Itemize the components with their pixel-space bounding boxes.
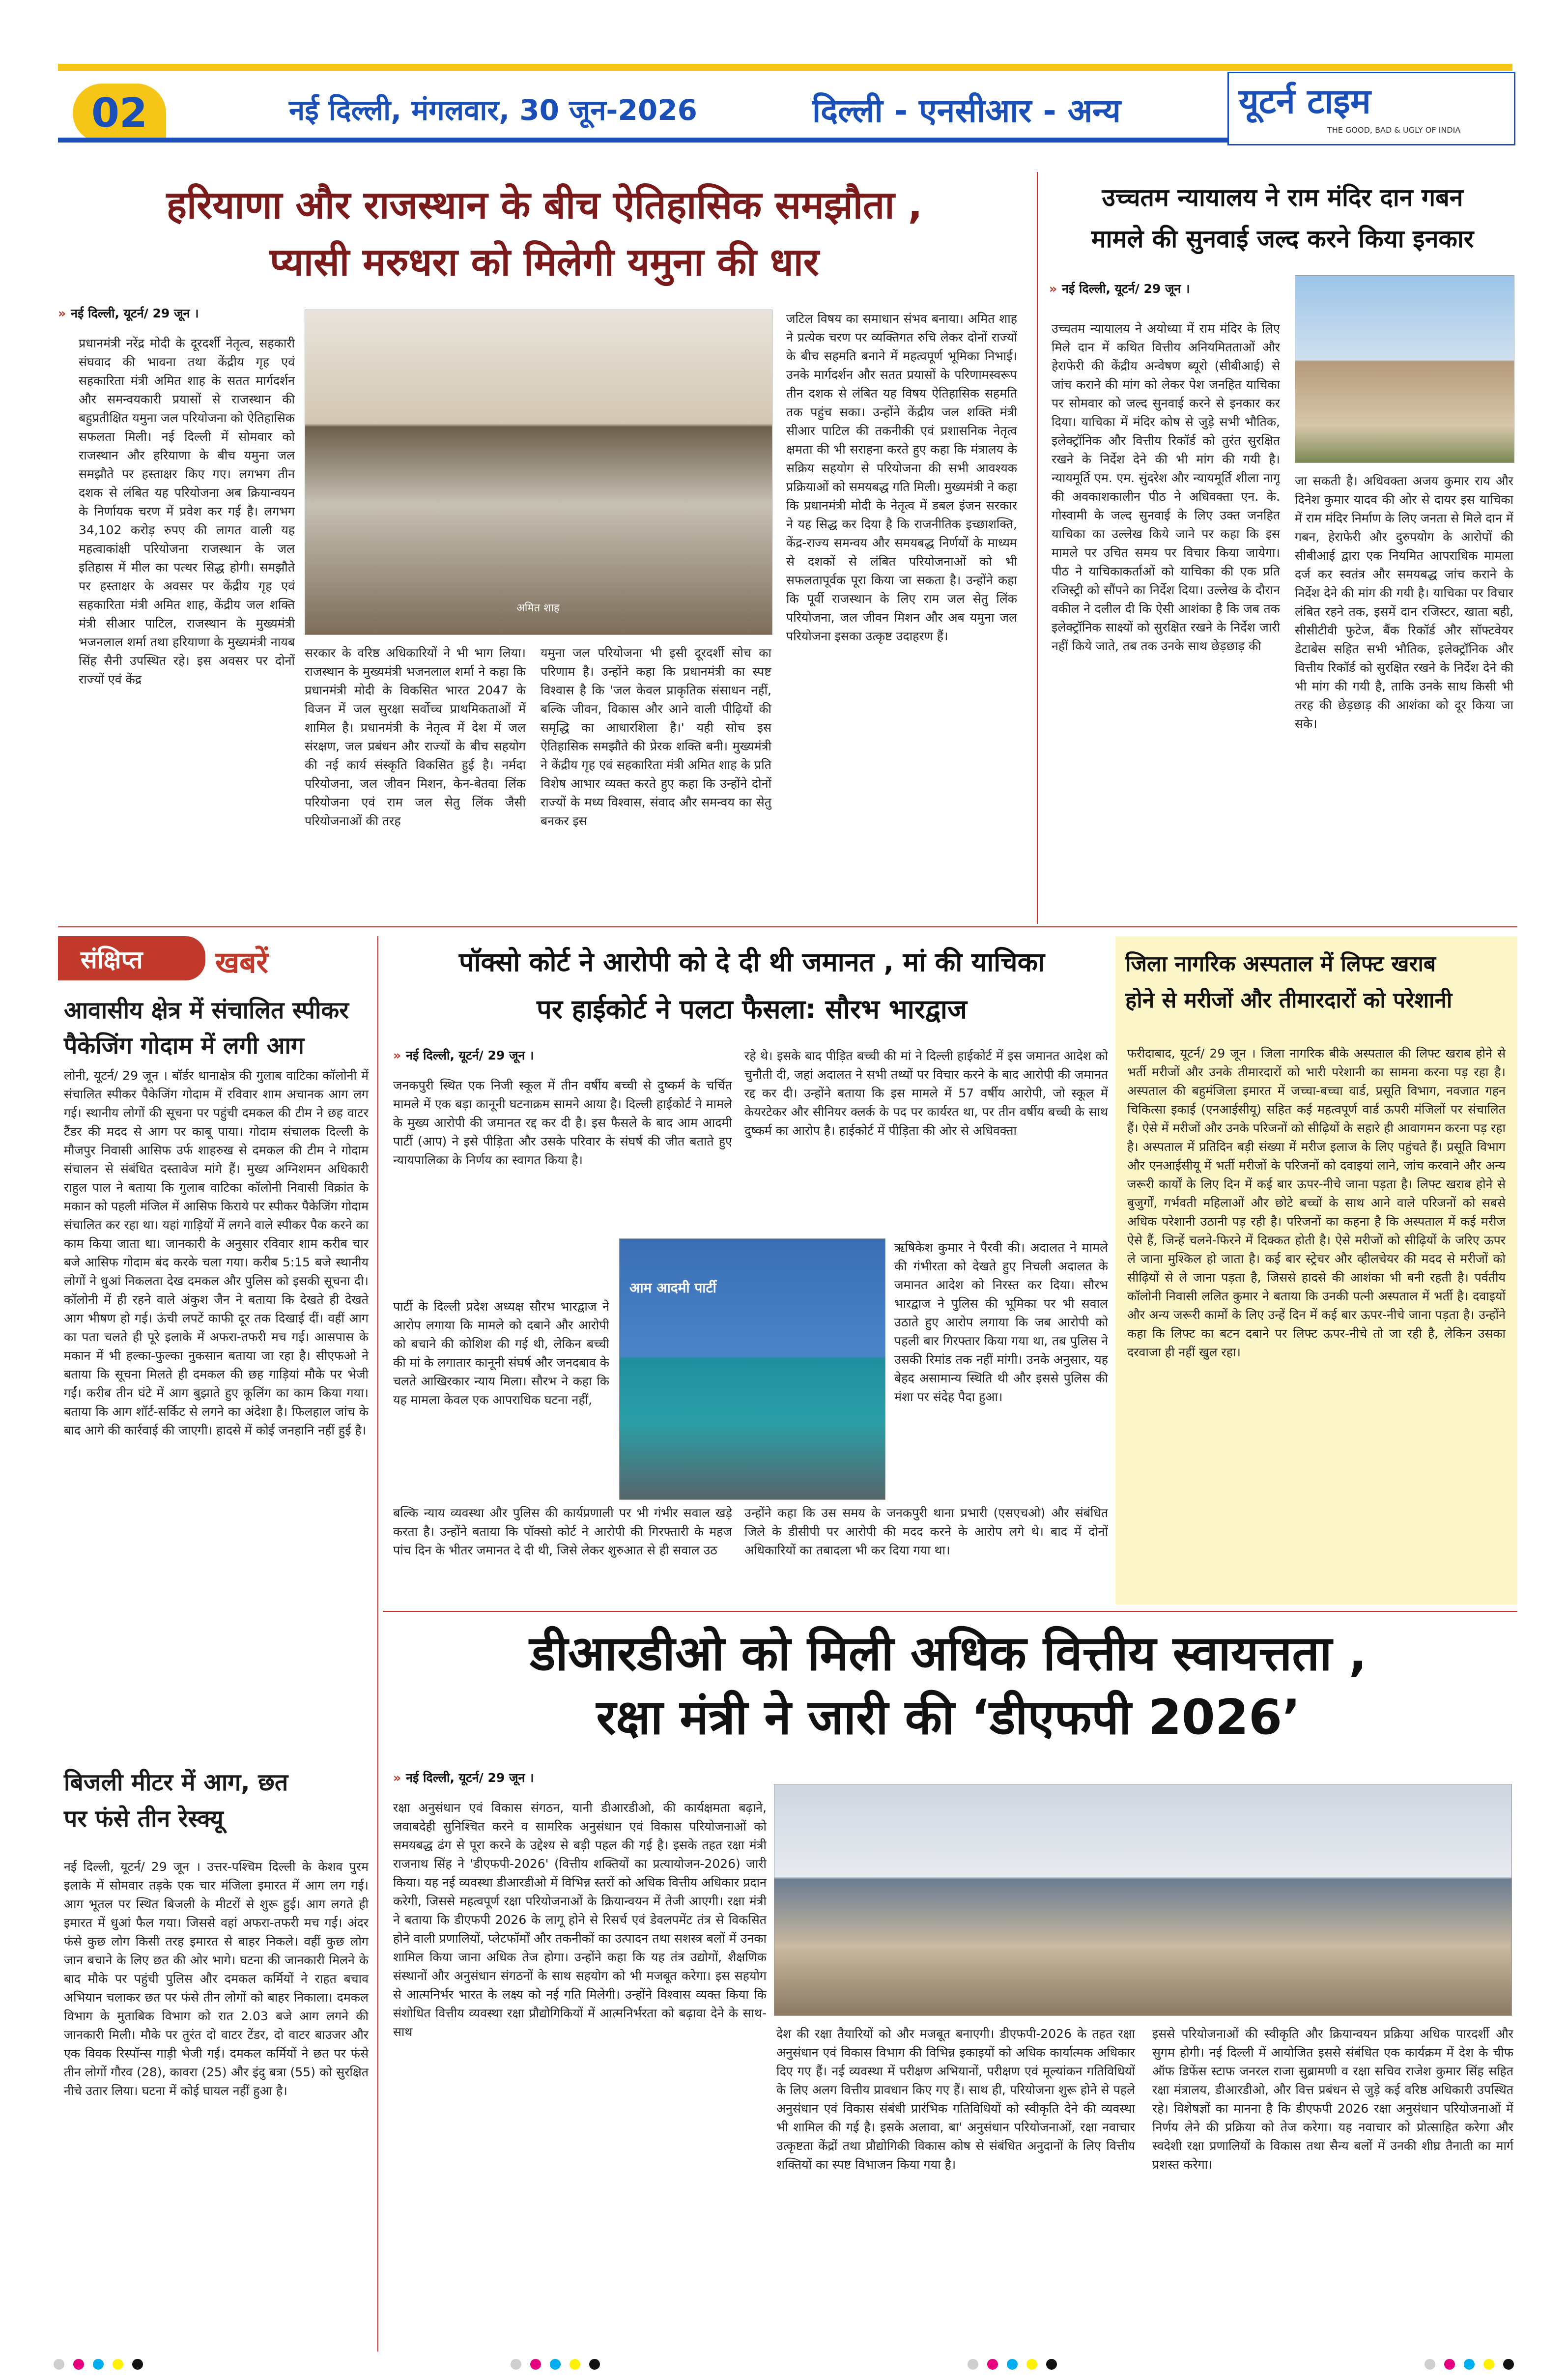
registration-dots-center-left bbox=[506, 2359, 604, 2374]
brief-item2-headline-line1: बिजली मीटर में आग, छत bbox=[64, 1769, 288, 1796]
pocso-col2a: रहे थे। इसके बाद पीड़ित बच्ची की मां ने दिल्ली हाईकोर्ट में इस जमानत आदेश को चुनौती दी, जहां अदालत ने सभी तथ्यों पर विचार करने के बाद आरोपी की जमानत रद्द कर दी। उन्होंने बताया कि इस मामले में 57 वर्षीय आरोपी, जो स्कूल में केयरटेकर और सीनियर क्लर्क के पद पर कार्यरत था, पर तीन वर्षीय बच्ची के साथ दुष्कर्म का आरोप है। हाईकोर्ट में पीड़िता की ओर से अधिवक्ता bbox=[744, 1049, 1108, 1138]
column-rule bbox=[1037, 172, 1038, 924]
drdo-col1: रक्षा अनुसंधान एवं विकास संगठन, यानी डीआरडीओ, की कार्यक्षमता बढ़ाने, जवाबदेही सुनिश्चित करने व सामरिक अनुसंधान एवं विकास परियोजनाओं को समयबद्ध ढंग से पूरा करने के उद्देश्य से बड़ी पहल की गई है। इसके तहत रक्षा मंत्री राजनाथ सिंह ने 'डीएफपी-2026' (वित्तीय शक्तियों का प्रत्यायोजन-2026) जारी किया। यह नई व्यवस्था डीआरडीओ में विभिन्न स्तरों को अधिक वित्तीय अधिकार प्रदान करेगी, जिससे महत्वपूर्ण रक्षा परियोजनाओं के क्रियान्वयन में तेजी आएगी। रक्षा मंत्री ने बताया कि डीएफपी 2026 के लागू होने से रिसर्च एवं डेवलपमेंट तंत्र से विकसित होने वाली प्रणालियों, प्लेटफॉर्मों और तकनीकों का उत्पादन तथा सशस्त्र बलों में उनका शामिल किया जाना अधिक तेज होगा। उन्होंने कहा कि यह तंत्र उद्योगों, शैक्षणिक संस्थानों और अनुसंधान संगठनों के साथ सहयोग को भी मजबूत करेगा। इस सहयोग से आत्मनिर्भर भारत के लक्ष्य को नई गति मिलेगी। उन्होंने विश्वास व्यक्त किया कि संशोधित वित्तीय व्यवस्था रक्षा प्रौद्योगिकियों में आत्मनिर्भरता को बढ़ावा देने के साथ-साथ bbox=[393, 1801, 767, 2039]
lead-col2: सरकार के वरिष्ठ अधिकारियों ने भी भाग लिया। राजस्थान के मुख्यमंत्री भजनलाल शर्मा ने कहा कि प्रधानमंत्री मोदी के विकसित भारत 2047 के विजन में जल सुरक्षा सर्वोच्च प्राथमिकताओं में शामिल है। प्रधानमंत्री के नेतृत्व में देश में जल संरक्षण, जल प्रबंधन और राज्यों के बीच सहयोग की नई कार्य संस्कृति विकसित हुई है। नर्मदा परियोजना, जल जीवन मिशन, केन-बेतवा लिंक परियोजना एवं राम जल सेतु लिंक जैसी परियोजनाओं की तरह bbox=[305, 646, 526, 828]
pocso-headline bbox=[383, 939, 1120, 1033]
drdo-headline-line2: रक्षा मंत्री ने जारी की ‘डीएफपी 2026’ bbox=[596, 1690, 1301, 1746]
sc-byline bbox=[1049, 280, 1190, 297]
hospital-headline bbox=[1125, 946, 1509, 1019]
drdo-col3: इससे परियोजनाओं की स्वीकृति और क्रियान्वयन प्रक्रिया अधिक पारदर्शी और सुगम होगी। नई दिल्ली में आयोजित इससे संबंधित एक कार्यक्रम में देश के चीफ ऑफ डिफेंस स्टाफ जनरल राजा सुब्रामणी व रक्षा सचिव राजेश कुमार सिंह सहित रक्षा मंत्रालय, डीआरडीओ, और वित्त प्रबंधन से जुड़े कई वरिष्ठ अधिकारी उपस्थित रहे। विशेषज्ञों का मानना है कि डीएफपी 2026 रक्षा अनुसंधान परियोजनाओं में निर्णय लेने की प्रक्रिया को तेज करेगा। यह नवाचार को प्रोत्साहित करेगा और स्वदेशी रक्षा प्रणालियों के विकास तथा सैन्य बलों में उनकी शीघ्र तैनाती का मार्ग प्रशस्त करेगा। bbox=[1152, 2027, 1513, 2172]
pocso-photo bbox=[619, 1238, 885, 1500]
brief-item2-headline-line2: पर फंसे तीन रेस्क्यू bbox=[64, 1805, 224, 1833]
lead-col3: यमुना जल परियोजना भी इसी दूरदर्शी सोच का परिणाम है। उन्होंने कहा कि प्रधानमंत्री का स्पष्ट विश्वास है कि 'जल केवल प्राकृतिक संसाधन नहीं, बल्कि जीवन, विकास और आने वाली पीढ़ियों की समृद्धि का आधारशिला है।' यही सोच इस ऐतिहासिक समझौते की प्रेरक शक्ति बनी। मुख्यमंत्री ने केंद्रीय गृह एवं सहकारिता मंत्री अमित शाह के प्रति विशेष आभार व्यक्त करते हुए कहा कि उन्होंने दोनों राज्यों के मध्य विश्वास, संवाद और समन्वय का सेतु बनकर इस bbox=[541, 646, 771, 828]
pocso-headline-line1: पॉक्सो कोर्ट ने आरोपी को दे दी थी जमानत , मां की याचिका bbox=[458, 946, 1045, 977]
hospital-headline-line2: होने से मरीजों और तीमारदारों को परेशानी bbox=[1125, 988, 1453, 1013]
pocso-headline-line2: पर हाईकोर्ट ने पलटा फैसला: सौरभ भारद्वाज bbox=[537, 994, 967, 1025]
lead-col4: जटिल विषय का समाधान संभव बनाया। अमित शाह ने प्रत्येक चरण पर व्यक्तिगत रुचि लेकर दोनों राज्यों के बीच सहमति बनाने में महत्वपूर्ण भूमिका निभाई। उनके मार्गदर्शन और सतत प्रयासों के परिणामस्वरूप तीन दशक से लंबित यह विषय ऐतिहासिक सहमति तक पहुंच सका। उन्होंने केंद्रीय जल शक्ति मंत्री सीआर पाटिल की तकनीकी एवं प्रशासनिक नेतृत्व क्षमता की भी सराहना करते हुए कहा कि मंत्रालय के सक्रिय सहयोग से परियोजना की सभी आवश्यक प्रक्रियाओं को समयबद्ध गति मिली। मुख्यमंत्री ने कहा कि प्रधानमंत्री मोदी के नेतृत्व में डबल इंजन सरकार ने यह सिद्ध कर दिया है कि राजनीतिक इच्छाशक्ति, केंद्र-राज्य समन्वय और समयबद्ध निर्णयों के माध्यम से दशकों से लंबित परियोजनाओं को भी सफलतापूर्वक पूरा किया जा सकता है। उन्होंने कहा कि पूर्वी राजस्थान के लिए राम जल सेतु लिंक परियोजना, जल जीवन मिशन और अब यमुना जल परियोजना इसका उत्कृष्ट उदाहरण हैं। bbox=[786, 312, 1017, 643]
brief-label-2: खबरें bbox=[215, 946, 268, 980]
drdo-byline-text: नई दिल्ली, यूटर्न/ 29 जून । bbox=[406, 1771, 534, 1785]
section-divider bbox=[58, 926, 1517, 927]
lead-headline bbox=[58, 177, 1031, 291]
brief-item1-headline-line1: आवासीय क्षेत्र में संचालित स्पीकर bbox=[64, 997, 349, 1024]
masthead-bottom-rule bbox=[58, 138, 1227, 143]
footer-color-marks bbox=[49, 2359, 1518, 2374]
pocso-col2c: उन्होंने कहा कि उस समय के जनकपुरी थाना प्रभारी (एसएचओ) और संबंधित जिले के डीसीपी पर आरोपी की मदद करने के आरोप लगे थे। बाद में दोनों अधिकारियों का तबादला भी कर दिया गया था। bbox=[744, 1506, 1108, 1557]
brief-item2-headline bbox=[64, 1764, 369, 1837]
lead-headline-line2: प्यासी मरुधरा को मिलेगी यमुना की धार bbox=[270, 240, 819, 285]
drdo-col2: देश की रक्षा तैयारियों को और मजबूत बनाएगी। डीएफपी-2026 के तहत रक्षा अनुसंधान एवं विकास विभाग की विभिन्न इकाइयों को अधिक कार्यात्मक अधिकार दिए गए हैं। नई व्यवस्था में परीक्षण अभियानों, परीक्षण एवं मूल्यांकन गतिविधियों के लिए अलग वित्तीय प्रावधान किए गए हैं। साथ ही, परियोजना शुरू होने से पहले अनुसंधान एवं विकास संबंधी प्रारंभिक गतिविधियों को स्वीकृति देने की व्यवस्था भी शामिल की गई है। इसके अलावा, बा' अनुसंधान परियोजनाओं, रक्षा नवाचार उत्कृष्टता केंद्रों तथा प्रौद्योगिकी विकास कोष से संबंधित अनुदानों के लिए वित्तीय शक्तियों का स्पष्ट विभाजन किया गया है। bbox=[776, 2027, 1135, 2172]
byline-arrow-icon: » bbox=[393, 1048, 401, 1062]
brief-label-1: संक्षिप्त bbox=[81, 946, 143, 974]
column-rule bbox=[377, 936, 378, 2351]
pocso-col1b: पार्टी के दिल्ली प्रदेश अध्यक्ष सौरभ भारद्वाज ने आरोप लगाया कि मामले को दबाने और आरोपी को बचाने की कोशिश की गई थी, लेकिन बच्ची की मां के लगातार कानूनी संघर्ष और जनदबाव के चलते आखिरकार न्याय मिला। सौरभ ने कहा कि यह मामला केवल एक आपराधिक घटना नहीं, bbox=[393, 1299, 609, 1407]
brief-item1-headline bbox=[64, 993, 369, 1063]
lead-byline-text: नई दिल्ली, यूटर्न/ 29 जून । bbox=[71, 306, 199, 320]
registration-dots-center-right bbox=[963, 2359, 1061, 2374]
hospital-headline-line1: जिला नागरिक अस्पताल में लिफ्ट खराब bbox=[1125, 951, 1436, 976]
page-number-badge bbox=[73, 84, 166, 143]
brief-item1-headline-line2: पैकेजिंग गोदाम में लगी आग bbox=[64, 1032, 304, 1060]
lead-headline-line1: हरियाणा और राजस्थान के बीच ऐतिहासिक समझौता , bbox=[166, 183, 923, 228]
drdo-byline bbox=[393, 1769, 534, 1786]
logo-tagline: THE GOOD, BAD & UGLY OF INDIA bbox=[1327, 125, 1461, 135]
sc-col2: जा सकती है। अधिवक्ता अजय कुमार राय और दिनेश कुमार यादव की ओर से दायर इस याचिका में राम मंदिर निर्माण के लिए जनता से मिले दान में गबन, हेराफेरी और दुरुपयोग के आरोपों की सीबीआई द्वारा एक नियमित आपराधिक मामला दर्ज कर स्वतंत्र और समयबद्ध जांच कराने के निर्देश देने की मांग की गयी है। याचिका पर विचार लंबित रहने तक, इसमें दान रजिस्टर, खाता बही, सीसीटीवी फुटेज, बैंक रिकॉर्ड और सॉफ्टवेयर डेटाबेस सहित सभी भौतिक, इलेक्ट्रॉनिक और वित्तीय रिकॉर्ड को सुरक्षित रखने के निर्देश देने की भी मांग की गयी है, ताकि उनके साथ किसी भी तरह की छेड़छाड़ की आशंका को दूर किया जा सके। bbox=[1295, 474, 1513, 731]
pocso-byline-text: नई दिल्ली, यूटर्न/ 29 जून । bbox=[406, 1048, 534, 1062]
byline-arrow-icon: » bbox=[1049, 282, 1057, 296]
sc-byline-text: नई दिल्ली, यूटर्न/ 29 जून । bbox=[1062, 282, 1190, 296]
pocso-photo-banner: आम आदमी पार्टी bbox=[629, 1280, 716, 1296]
dateline: नई दिल्ली, मंगलवार, 30 जून-2026 bbox=[289, 93, 697, 127]
registration-dots-left bbox=[49, 2359, 147, 2374]
pocso-byline bbox=[393, 1047, 534, 1063]
drdo-photo bbox=[774, 1784, 1512, 2016]
drdo-headline-line1: डीआरडीओ को मिली अधिक वित्तीय स्वायत्तता , bbox=[530, 1626, 1367, 1682]
sc-photo bbox=[1295, 275, 1514, 463]
brief-item1-body: लोनी, यूटर्न/ 29 जून । बॉर्डर थानाक्षेत्र की गुलाब वाटिका कॉलोनी में संचालित स्पीकर पैकेजिंग गोदाम में रविवार शाम अचानक आग लग गई। स्थानीय लोगों की सूचना पर पहुंची दमकल की टीम ने छह वाटर टैंडर की मदद से आग पर काबू पाया। गोदाम संचालक दिल्ली के मौजपुर निवासी आसिफ उर्फ शाहरुख से दमकल की टीम ने गोदाम संचालन से संबंधित दस्तावेज मांगे हैं। मुख्य अग्निशमन अधिकारी राहुल पाल ने बताया कि गुलाब वाटिका कॉलोनी निवासी विक्रांत के मकान को पहली मंजिल में आसिफ किराये पर स्पीकर पैकेजिंग गोदाम संचालित कर रहा था। यहां गाड़ियों में लगने वाले स्पीकर पैक करने का काम किया जाता था। जानकारी के अनुसार रविवार शाम करीब चार बजे आसिफ गोदाम बंद करके चला गया। करीब 5:15 बजे स्थानीय लोगों ने धुआं निकलता देख दमकल और पुलिस को इसकी सूचना दी। कॉलोनी में ही रहने वाले अंकुश जैन ने बताया कि देखते ही देखते आग भीषण हो गई। ऊंची लपटें काफी दूर तक दिखाई दीं। वहीं आग का पता चलते ही पूरे इलाके में अफरा-तफरी मच गई। आसपास के मकान में भी हल्का-फुल्का नुकसान बताया जा रहा है। सीएफओ ने बताया कि सूचना मिलते ही दमकल की छह गाड़ियां मौके पर भेजी गईं। करीब तीन घंटे में आग बुझाते हुए कूलिंग का काम किया गया। बताया कि आग शॉर्ट-सर्किट से लगने का अंदेशा है। फिलहाल जांच के बाद आगे की कार्रवाई की जाएगी। हादसे में कोई जनहानि नहीं हुई है। bbox=[64, 1068, 369, 1437]
logo-box bbox=[1227, 72, 1515, 145]
masthead-top-rule bbox=[58, 64, 1512, 71]
drdo-headline bbox=[383, 1622, 1513, 1749]
page-number: 02 bbox=[91, 89, 148, 137]
masthead bbox=[58, 64, 1512, 143]
logo: यूटर्न टाइम bbox=[1239, 81, 1371, 121]
lead-col1: प्रधानमंत्री नरेंद्र मोदी के दूरदर्शी नेतृत्व, सहकारी संघवाद की भावना तथा केंद्रीय गृह एवं सहकारिता मंत्री अमित शाह के सतत मार्गदर्शन और समन्वयकारी प्रयासों से राजस्थान की बहुप्रतीक्षित यमुना जल परियोजना को ऐतिहासिक सफलता मिली। नई दिल्ली में सोमवार को राजस्थान और हरियाणा के बीच यमुना जल समझौते पर हस्ताक्षर किए गए। लगभग तीन दशक से लंबित यह परियोजना अब क्रियान्वयन के निर्णायक चरण में प्रवेश कर गई है। लगभग 34,102 करोड़ रुपए की लागत वाली यह महत्वाकांक्षी परियोजना राजस्थान के जल इतिहास में मील का पत्थर सिद्ध होगी। समझौते पर हस्ताक्षर के अवसर पर केंद्रीय गृह एवं सहकारिता मंत्री अमित शाह, केंद्रीय जल शक्ति मंत्री सीआर पाटिल, राजस्थान के मुख्यमंत्री भजनलाल शर्मा तथा हरियाणा के मुख्यमंत्री नायब सिंह सैनी उपस्थित रहे। इस अवसर पर दोनों राज्यों एवं केंद्र bbox=[79, 336, 295, 687]
lead-byline bbox=[58, 305, 199, 321]
pocso-col2b: ऋषिकेश कुमार ने पैरवी की। अदालत ने मामले की गंभीरता को देखते हुए निचली अदालत के जमानत आदेश को निरस्त कर दिया। सौरभ भारद्वाज ने पुलिस की भूमिका पर भी सवाल उठाते हुए आरोप लगाया कि जब आरोपी को पहली बार गिरफ्तार किया गया था, तब पुलिस ने उसकी रिमांड तक नहीं मांगी। उनके अनुसार, यह बेहद असामान्य स्थिति थी और इससे पुलिस की मंशा पर संदेह पैदा हुआ। bbox=[894, 1240, 1108, 1404]
section-title: दिल्ली - एनसीआर - अन्य bbox=[812, 92, 1121, 130]
sc-col1: उच्चतम न्यायालय ने अयोध्या में राम मंदिर के लिए मिले दान में कथित वित्तीय अनियमितताओं और हेराफेरी की केंद्रीय अन्वेषण ब्यूरो (सीबीआई) से जांच कराने की मांग को लेकर पेश जनहित याचिका पर सोमवार को जल्द सुनवाई करने से इनकार कर दिया। याचिका में मंदिर कोष से जुड़े सभी भौतिक, इलेक्ट्रॉनिक और वित्तीय रिकॉर्ड को तुरंत सुरक्षित रखने के निर्देश देने की भी मांग की गयी है। न्यायमूर्ति एम. एम. सुंदरेश और न्यायमूर्ति शीला नागू की अवकाशकालीन पीठ ने अधिवक्ता एन. के. गोस्वामी के जल्द सुनवाई के लिए उक्त जनहित याचिका का उल्लेख किये जाने पर कहा कि इस मामले पर उचित समय पर विचार किया जायेगा। पीठ ने याचिकाकर्ताओं को याचिका की एक प्रति रजिस्ट्री को सौंपने का निर्देश दिया। उल्लेख के दौरान वकील ने दलील दी कि ऐसी आशंका है कि जब तक इलेक्ट्रॉनिक साक्ष्यों को सुरक्षित रखने के निर्देश जारी नहीं किये जाते, तब तक उनके साथ छेड़छाड़ की bbox=[1052, 321, 1280, 653]
hospital-body: फरीदाबाद, यूटर्न/ 29 जून । जिला नागरिक बीके अस्पताल की लिफ्ट खराब होने से भर्ती मरीजों और उनके तीमारदारों को भारी परेशानी का सामना करना पड़ रहा है। अस्पताल की बहुमंजिला इमारत में जच्चा-बच्चा वार्ड, प्रसूति विभाग, नवजात गहन चिकित्सा इकाई (एनआईसीयू) सहित कई महत्वपूर्ण वार्ड ऊपरी मंजिलों पर संचालित हैं। ऐसे में मरीजों और उनके परिजनों को सीढ़ियों के सहारे ही आवागमन करना पड़ रहा है। अस्पताल में प्रतिदिन बड़ी संख्या में मरीज इलाज के लिए पहुंचते हैं। प्रसूति विभाग और एनआईसीयू में भर्ती मरीजों के परिजनों को दवाइयां लाने, जांच करवाने और अन्य जरूरी कार्यों के लिए दिन में कई बार ऊपर-नीचे जाना पड़ता है। लिफ्ट खराब होने से बुजुर्गों, गर्भवती महिलाओं और छोटे बच्चों के साथ आने वाले परिजनों को सबसे अधिक परेशानी उठानी पड़ रही है। परिजनों का कहना है कि अस्पताल में कई मरीज ऐसे हैं, जिन्हें चलने-फिरने में दिक्कत होती है। ऐसे मरीजों को सीढ़ियों के जरिए ऊपर ले जाना मुश्किल हो जाता है। कई बार स्ट्रेचर और व्हीलचेयर की मदद से मरीजों को सीढ़ियों से ले जाना पड़ता है, जिससे हादसे की आशंका भी बनी रहती है। पर्वतीय कॉलोनी निवासी ललित कुमार ने बताया कि उनकी पत्नी अस्पताल में भर्ती है। दवाइयों और अन्य जरूरी कामों के लिए उन्हें दिन में कई बार ऊपर-नीचे जाना पड़ता है। उन्होंने कहा कि लिफ्ट का बटन दबाने पर लिफ्ट ऊपर-नीचे तो जा रही है, लेकिन उसका दरवाजा ही नहीं खुल रहा। bbox=[1127, 1046, 1506, 1359]
registration-dots-right bbox=[1420, 2359, 1518, 2374]
byline-arrow-icon: » bbox=[393, 1771, 401, 1785]
sc-headline-line1: उच्चतम न्यायालय ने राम मंदिर दान गबन bbox=[1102, 183, 1463, 212]
pocso-col1a: जनकपुरी स्थित एक निजी स्कूल में तीन वर्षीय बच्ची से दुष्कर्म के चर्चित मामले में एक बड़ा कानूनी घटनाक्रम सामने आया है। दिल्ली हाईकोर्ट ने मामले के मुख्य आरोपी की जमानत रद्द कर दी है। इस फैसले के बाद आम आदमी पार्टी (आप) ने इसे पीड़िता और उसके परिवार के संघर्ष की जीत बताते हुए न्यायपालिका के निर्णय का स्वागत किया है। bbox=[393, 1078, 732, 1167]
sc-headline-line2: मामले की सुनवाई जल्द करने किया इनकार bbox=[1091, 225, 1474, 253]
brief-header bbox=[58, 936, 372, 980]
lead-photo bbox=[305, 310, 772, 635]
brief-item2-body: नई दिल्ली, यूटर्न/ 29 जून । उत्तर-पश्चिम दिल्ली के केशव पुरम इलाके में सोमवार तड़के एक चार मंजिला इमारत में आग लग गई। आग भूतल पर स्थित बिजली के मीटरों से शुरू हुई। आग लगते ही इमारत में धुआं फैल गया। जिससे वहां अफरा-तफरी मच गई। अंदर फंसे कुछ लोग किसी तरह इमारत से बाहर निकले। वहीं कुछ लोग जान बचाने के लिए छत की ओर भागे। घटना की जानकारी मिलने के बाद मौके पर पहुंची पुलिस और दमकल कर्मियों ने राहत बचाव अभियान चलाकर छत पर फंसे तीन लोगों को बाहर निकाला। दमकल विभाग के मुताबिक विभाग को रात 2.03 बजे आग लगने की जानकारी मिली। मौके पर तुरंत दो वाटर टेंडर, दो वाटर बाउजर और एक विवक रिस्पॉन्स गाड़ी भेजी गई। दमकल कर्मियों ने छत पर फंसे तीन लोगों गौरव (28), कावरा (25) और इंदु बत्रा (55) को सुरक्षित नीचे उतार लिया। घटना में कोई घायल नहीं हुआ है। bbox=[64, 1860, 369, 2098]
section-divider bbox=[383, 1611, 1517, 1612]
hospital-box bbox=[1115, 936, 1517, 1605]
byline-arrow-icon: » bbox=[58, 306, 66, 320]
sc-headline bbox=[1047, 177, 1518, 259]
pocso-col1c: बल्कि न्याय व्यवस्था और पुलिस की कार्यप्रणाली पर भी गंभीर सवाल खड़े करता है। उन्होंने बताया कि पॉक्सो कोर्ट ने आरोपी की गिरफ्तारी के महज पांच दिन के भीतर जमानत दे दी थी, जिसे लेकर शुरुआत से ही सवाल उठ bbox=[393, 1506, 732, 1557]
brief-label bbox=[58, 936, 205, 980]
lead-photo-caption: अमित शाह bbox=[516, 602, 560, 614]
